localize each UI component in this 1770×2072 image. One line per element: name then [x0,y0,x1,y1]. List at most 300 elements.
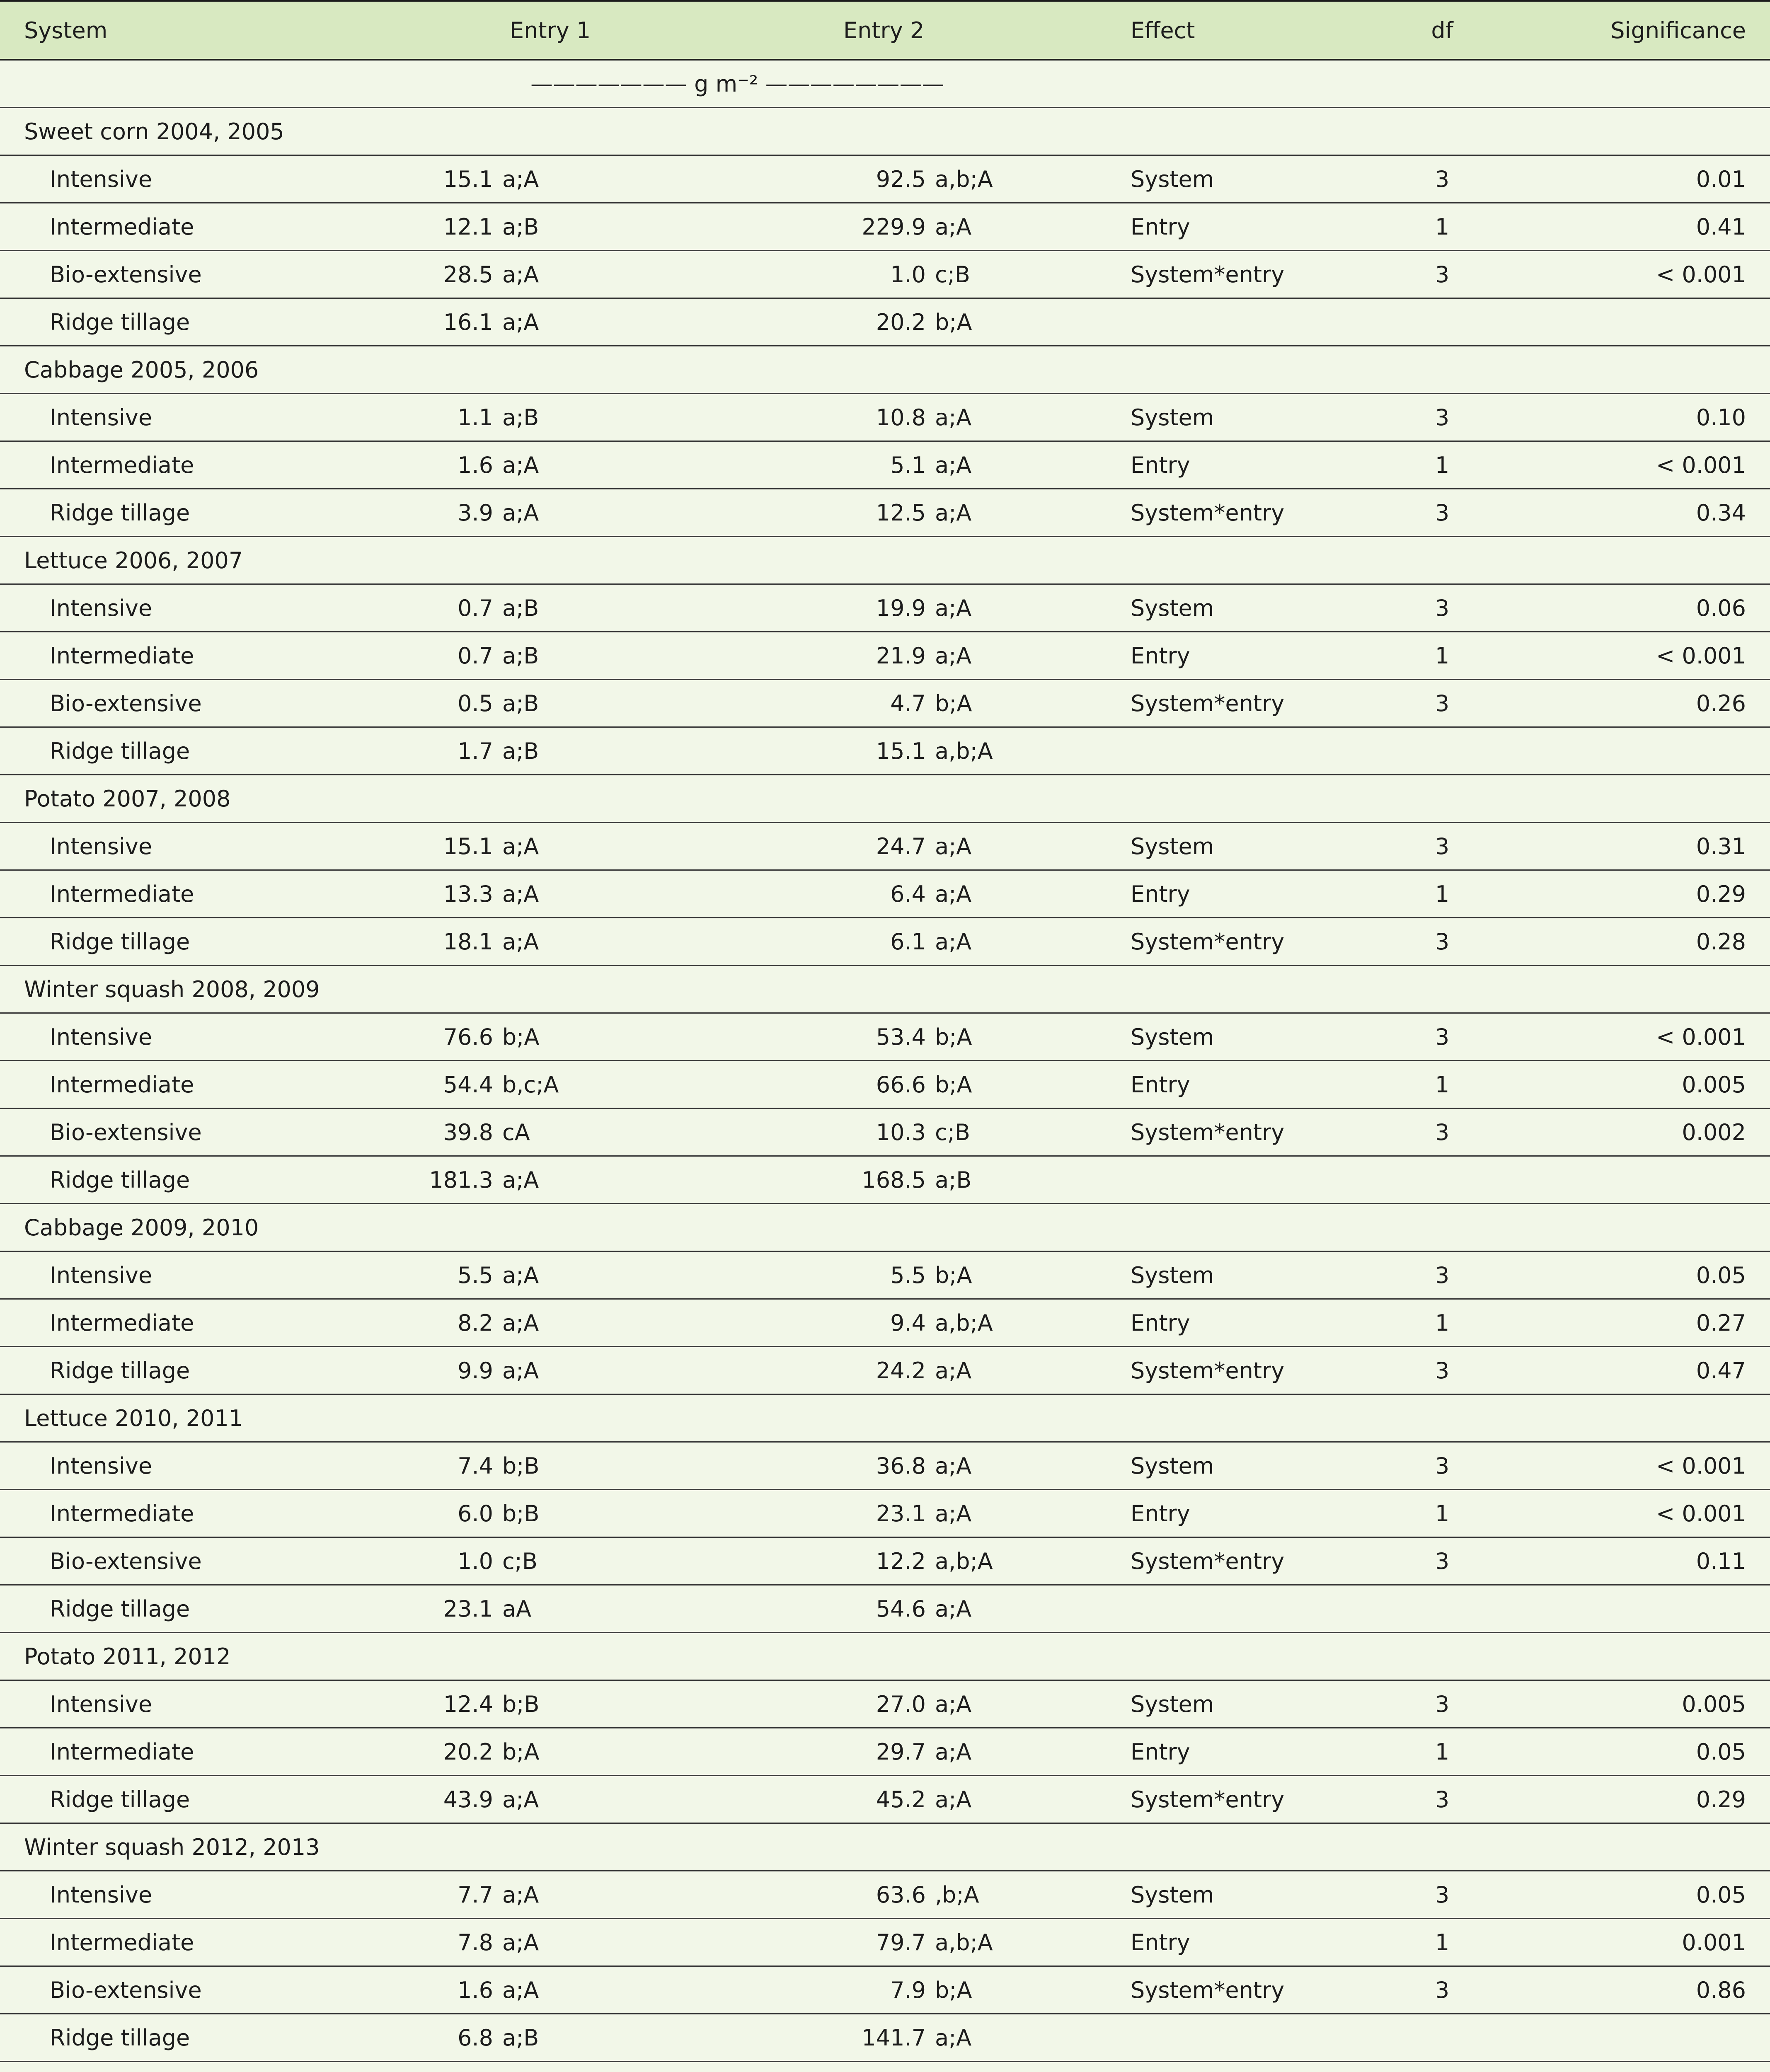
system-cell: Bio-extensive [50,261,202,288]
entry2-letters: a;A [935,1357,972,1384]
table-row [0,1919,1770,1967]
system-cell: Intermediate [50,1310,194,1336]
table-row [0,728,1770,775]
entry2-letters: a;A [935,213,972,240]
entry1-letters: a;A [502,1167,539,1193]
header-system: System [24,17,108,44]
effect-cell: System*entry [1131,690,1285,716]
entry2-letters: a;A [935,1691,972,1717]
entry2-value: 79.7 [876,1929,926,1956]
df-cell: 3 [1435,166,1450,192]
entry2-value: 23.1 [876,1500,926,1527]
effect-cell: System [1131,833,1214,859]
entry2-letters: ,b;A [935,1881,979,1908]
df-cell: 3 [1435,1691,1450,1717]
entry1-value: 1.1 [458,404,493,431]
df-cell: 3 [1435,499,1450,526]
entry1-value: 76.6 [443,1024,493,1050]
effect-cell: System*entry [1131,1548,1285,1574]
entry1-value: 23.1 [443,1595,493,1622]
entry1-letters: b;B [502,1500,540,1527]
df-cell: 3 [1435,690,1450,716]
significance-cell: 0.47 [1696,1357,1746,1384]
significance-cell: 0.05 [1696,1881,1746,1908]
entry2-value: 24.7 [876,833,926,859]
entry2-letters: a;A [935,499,972,526]
df-cell: 3 [1435,1262,1450,1288]
effect-cell: Entry [1131,1310,1190,1336]
table-row [0,442,1770,489]
table-row [0,1014,1770,1061]
units-row [0,61,1770,108]
df-cell [1417,728,1467,774]
entry1-value: 18.1 [443,928,493,955]
entry1-value: 181.3 [429,1167,493,1193]
entry1-value: 20.2 [443,1738,493,1765]
significance-cell: 0.41 [1696,213,1746,240]
system-cell: Ridge tillage [50,1595,190,1622]
entry2-value: 54.6 [876,1595,926,1622]
entry2-value: 53.4 [876,1024,926,1050]
significance-cell: 0.26 [1696,690,1746,716]
system-cell: Bio-extensive [50,1119,202,1145]
system-cell: Intermediate [50,452,194,478]
entry2-value: 27.0 [876,1691,926,1717]
table-row [0,1585,1770,1633]
entry1-letters: a;A [502,1786,539,1813]
entry2-value: 6.1 [890,928,926,955]
entry1-letters: a;A [502,1881,539,1908]
df-cell: 3 [1435,261,1450,288]
entry2-letters: b;A [935,1262,972,1288]
entry1-letters: a;B [502,690,539,716]
significance-cell: < 0.001 [1656,1500,1746,1527]
section-row [0,966,1770,1014]
section-row [0,1824,1770,1871]
entry1-value: 3.9 [458,499,493,526]
significance-cell: 0.01 [1696,166,1746,192]
significance-cell: 0.31 [1696,833,1746,859]
table-row [0,1871,1770,1919]
entry1-value: 7.8 [458,1929,493,1956]
significance-cell: 0.29 [1696,881,1746,907]
table-row [0,1681,1770,1728]
significance-cell: 0.05 [1696,1262,1746,1288]
entry2-letters: a;A [935,1595,972,1622]
entry2-letters: a;A [935,2024,972,2051]
entry1-value: 0.7 [458,642,493,669]
entry2-value: 12.5 [876,499,926,526]
entry1-value: 0.5 [458,690,493,716]
system-cell: Intermediate [50,213,194,240]
entry1-value: 0.7 [458,595,493,621]
entry1-letters: b;A [502,1738,540,1765]
table-row [0,2014,1770,2062]
entry1-letters: b,c;A [502,1071,559,1098]
table-row [0,1776,1770,1824]
effect-cell: Entry [1131,213,1190,240]
effect-cell: System [1131,166,1214,192]
df-cell: 1 [1435,213,1450,240]
system-cell: Intermediate [50,1071,194,1098]
entry2-value: 168.5 [862,1167,926,1193]
significance-cell: 0.28 [1696,928,1746,955]
significance-cell: 0.005 [1682,1071,1746,1098]
entry2-value: 10.3 [876,1119,926,1145]
effect-cell: System [1131,1452,1214,1479]
section-row [0,775,1770,823]
entry1-value: 12.1 [443,213,493,240]
significance-cell: 0.11 [1696,1548,1746,1574]
table-row [0,918,1770,966]
entry2-letters: b;A [935,1071,972,1098]
df-cell: 3 [1435,1786,1450,1813]
section-row [0,1204,1770,1252]
entry1-value: 1.0 [458,1548,493,1574]
entry2-letters: a;A [935,1786,972,1813]
entry2-letters: c;B [935,1119,970,1145]
df-cell: 3 [1435,1024,1450,1050]
entry2-letters: b;A [935,690,972,716]
entry1-letters: a;A [502,1262,539,1288]
entry2-value: 29.7 [876,1738,926,1765]
entry2-letters: b;A [935,309,972,335]
header-significance: Significance [1610,17,1746,44]
effect-cell: System [1131,1881,1214,1908]
system-cell: Intensive [50,1691,153,1717]
entry2-value: 10.8 [876,404,926,431]
system-cell: Intermediate [50,1929,194,1956]
entry2-letters: a;A [935,642,972,669]
section-label: Lettuce 2006, 2007 [24,547,243,574]
entry2-value: 66.6 [876,1071,926,1098]
entry1-letters: a;B [502,738,539,764]
system-cell: Intensive [50,166,153,192]
df-cell: 3 [1435,1452,1450,1479]
section-label: Winter squash 2012, 2013 [24,1834,320,1860]
system-cell: Intensive [50,1881,153,1908]
entry1-value: 28.5 [443,261,493,288]
entry2-letters: a;B [935,1167,972,1193]
entry2-value: 24.2 [876,1357,926,1384]
system-cell: Intensive [50,833,153,859]
entry1-letters: a;A [502,309,539,335]
table-row [0,1061,1770,1109]
section-label: Cabbage 2009, 2010 [24,1214,259,1241]
entry1-letters: a;A [502,1310,539,1336]
entry1-value: 6.8 [458,2024,493,2051]
df-cell: 1 [1435,881,1450,907]
entry2-letters: c;B [935,261,970,288]
df-cell: 3 [1435,928,1450,955]
entry2-value: 63.6 [876,1881,926,1908]
df-cell: 3 [1435,595,1450,621]
table-row [0,1538,1770,1585]
entry1-value: 1.7 [458,738,493,764]
entry1-value: 1.6 [458,452,493,478]
section-row [0,1395,1770,1443]
entry1-letters: a;A [502,1977,539,2003]
entry1-value: 7.7 [458,1881,493,1908]
system-cell: Ridge tillage [50,499,190,526]
section-label: Sweet corn 2004, 2005 [24,118,284,145]
entry2-value: 5.5 [890,1262,926,1288]
system-cell: Ridge tillage [50,1786,190,1813]
effect-cell: System*entry [1131,1357,1285,1384]
entry1-value: 15.1 [443,833,493,859]
effect-cell: Entry [1131,1738,1190,1765]
entry1-letters: a;B [502,213,539,240]
df-cell: 1 [1435,1310,1450,1336]
entry2-value: 141.7 [862,2024,926,2051]
table-row [0,680,1770,728]
df-cell: 3 [1435,833,1450,859]
effect-cell: Entry [1131,452,1190,478]
significance-cell: 0.06 [1696,595,1746,621]
table-row [0,251,1770,299]
entry2-value: 5.1 [890,452,926,478]
df-cell: 3 [1435,1977,1450,2003]
entry1-letters: b;A [502,1024,540,1050]
system-cell: Intensive [50,1262,153,1288]
section-label: Potato 2011, 2012 [24,1643,231,1670]
entry1-value: 5.5 [458,1262,493,1288]
effect-cell: System*entry [1131,1977,1285,2003]
section-label: Winter squash 2008, 2009 [24,976,320,1002]
section-row [0,537,1770,585]
entry1-value: 16.1 [443,309,493,335]
significance-cell: < 0.001 [1656,1452,1746,1479]
entry1-value: 7.4 [458,1452,493,1479]
entry2-value: 92.5 [876,166,926,192]
entry2-letters: a;A [935,452,972,478]
significance-cell: 0.10 [1696,404,1746,431]
df-cell: 1 [1435,1500,1450,1527]
effect-cell: System [1131,1024,1214,1050]
table-row [0,394,1770,442]
significance-cell: < 0.001 [1656,452,1746,478]
system-cell: Intermediate [50,1738,194,1765]
system-cell: Intermediate [50,1500,194,1527]
df-cell: 3 [1435,1881,1450,1908]
entry2-letters: a,b;A [935,1929,993,1956]
effect-cell: System*entry [1131,928,1285,955]
entry1-value: 9.9 [458,1357,493,1384]
table-row [0,1443,1770,1490]
effect-cell: Entry [1131,642,1190,669]
significance-cell: < 0.001 [1656,642,1746,669]
system-cell: Bio-extensive [50,1548,202,1574]
table-row [0,1347,1770,1395]
entry1-letters: cA [502,1119,530,1145]
entry2-value: 7.9 [890,1977,926,2003]
df-cell: 3 [1435,404,1450,431]
entry1-value: 12.4 [443,1691,493,1717]
entry2-value: 45.2 [876,1786,926,1813]
section-label: Lettuce 2010, 2011 [24,1405,243,1431]
significance-cell: 0.05 [1696,1738,1746,1765]
entry2-letters: a;A [935,595,972,621]
entry1-value: 15.1 [443,166,493,192]
entry1-letters: aA [502,1595,532,1622]
table-row [0,1109,1770,1157]
entry1-letters: a;B [502,642,539,669]
system-cell: Intensive [50,1024,153,1050]
effect-cell: Entry [1131,1071,1190,1098]
entry2-letters: a;A [935,1500,972,1527]
df-cell: 3 [1435,1119,1450,1145]
entry2-value: 6.4 [890,881,926,907]
entry1-letters: a;A [502,833,539,859]
entry2-letters: a,b;A [935,1548,993,1574]
df-cell: 3 [1435,1548,1450,1574]
header-entry1: Entry 1 [510,17,591,44]
section-row [0,1633,1770,1681]
entry2-value: 229.9 [862,213,926,240]
entry2-letters: a;A [935,404,972,431]
effect-cell: System*entry [1131,1786,1285,1813]
entry2-value: 4.7 [890,690,926,716]
system-cell: Bio-extensive [50,690,202,716]
table-row [0,1252,1770,1300]
effect-cell: System [1131,404,1214,431]
system-cell: Intermediate [50,642,194,669]
system-cell: Intensive [50,595,153,621]
entry2-value: 9.4 [890,1310,926,1336]
entry2-value: 20.2 [876,309,926,335]
table-row [0,871,1770,918]
entry1-value: 39.8 [443,1119,493,1145]
df-cell: 1 [1435,1071,1450,1098]
df-cell [1417,1585,1467,1632]
df-cell: 3 [1435,1357,1450,1384]
entry1-letters: a;A [502,1929,539,1956]
entry2-letters: b;A [935,1024,972,1050]
significance-cell: 0.27 [1696,1310,1746,1336]
entry1-letters: b;B [502,1691,540,1717]
table-row [0,489,1770,537]
system-cell: Intermediate [50,881,194,907]
section-row [0,346,1770,394]
entry1-letters: a;A [502,1357,539,1384]
section-row [0,108,1770,156]
table-row [0,1967,1770,2014]
header-effect: Effect [1131,17,1195,44]
table1-header [0,0,1770,61]
entry2-value: 21.9 [876,642,926,669]
entry2-letters: a;A [935,833,972,859]
df-cell [1417,1157,1467,1203]
effect-cell: System [1131,595,1214,621]
system-cell: Ridge tillage [50,1357,190,1384]
effect-cell: Entry [1131,1500,1190,1527]
entry1-letters: a;B [502,595,539,621]
entry2-letters: a,b;A [935,166,993,192]
system-cell: Intensive [50,1452,153,1479]
entry1-value: 1.6 [458,1977,493,2003]
table-row [0,823,1770,871]
header-entry2: Entry 2 [843,17,925,44]
entry2-letters: a;A [935,928,972,955]
system-cell: Ridge tillage [50,738,190,764]
entry1-value: 43.9 [443,1786,493,1813]
table-row [0,156,1770,203]
df-cell [1417,299,1467,345]
section-label: Cabbage 2005, 2006 [24,356,259,383]
effect-cell: System [1131,1691,1214,1717]
entry1-letters: a;A [502,881,539,907]
significance-cell: 0.005 [1682,1691,1746,1717]
table-row [0,585,1770,632]
effect-cell: System*entry [1131,1119,1285,1145]
system-cell: Ridge tillage [50,928,190,955]
table-row [0,1490,1770,1538]
significance-cell: 0.002 [1682,1119,1746,1145]
df-cell: 1 [1435,642,1450,669]
header-df: df [1431,17,1453,44]
table-row [0,632,1770,680]
system-cell: Bio-extensive [50,1977,202,2003]
entry2-letters: a;A [935,1738,972,1765]
significance-cell: < 0.001 [1656,1024,1746,1050]
entry1-letters: c;B [502,1548,538,1574]
entry2-value: 15.1 [876,738,926,764]
entry1-letters: a;A [502,166,539,192]
entry2-value: 12.2 [876,1548,926,1574]
entry2-value: 19.9 [876,595,926,621]
table-row [0,1728,1770,1776]
entry1-letters: b;B [502,1452,540,1479]
system-cell: Intensive [50,404,153,431]
significance-cell: < 0.001 [1656,261,1746,288]
table-row [0,1300,1770,1347]
entry1-value: 6.0 [458,1500,493,1527]
entry1-value: 13.3 [443,881,493,907]
effect-cell: Entry [1131,881,1190,907]
significance-cell: 0.001 [1682,1929,1746,1956]
system-cell: Ridge tillage [50,1167,190,1193]
entry2-letters: a,b;A [935,738,993,764]
entry1-letters: a;A [502,928,539,955]
significance-cell: 0.34 [1696,499,1746,526]
entry1-letters: a;A [502,261,539,288]
table-row [0,203,1770,251]
effect-cell: System [1131,1262,1214,1288]
effect-cell: System*entry [1131,261,1285,288]
entry1-letters: a;A [502,452,539,478]
entry1-value: 8.2 [458,1310,493,1336]
df-cell: 1 [1435,1929,1450,1956]
entry2-value: 1.0 [890,261,926,288]
df-cell: 1 [1435,452,1450,478]
entry1-value: 54.4 [443,1071,493,1098]
table-row [0,1157,1770,1204]
table-row [0,299,1770,346]
effect-cell: System*entry [1131,499,1285,526]
entry2-letters: a,b;A [935,1310,993,1336]
significance-cell: 0.29 [1696,1786,1746,1813]
entry2-letters: a;A [935,881,972,907]
entry1-letters: a;A [502,499,539,526]
entry2-letters: b;A [935,1977,972,2003]
entry1-letters: a;B [502,404,539,431]
entry1-letters: a;B [502,2024,539,2051]
system-cell: Ridge tillage [50,2024,190,2051]
entry2-value: 36.8 [876,1452,926,1479]
df-cell: 1 [1435,1738,1450,1765]
entry2-letters: a;A [935,1452,972,1479]
significance-cell: 0.86 [1696,1977,1746,2003]
